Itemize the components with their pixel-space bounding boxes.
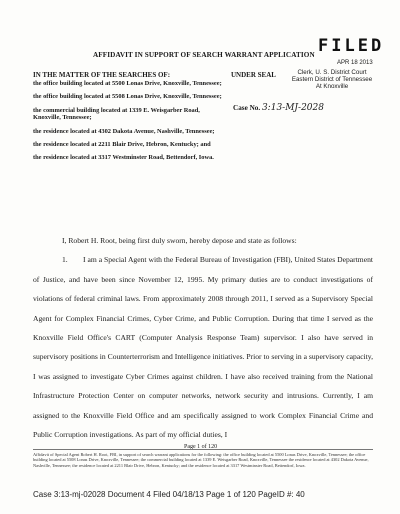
- under-seal-label: UNDER SEAL: [231, 71, 276, 79]
- paragraph-number: 1.: [62, 255, 68, 265]
- paragraph-text: I am a Special Agent with the Federal Bureau of Investigation (FBI), United States Department of Justice, and have been since November 12, 1995. My primary duties are to conduct investigations of violations of federal criminal laws. From approximately 2008 through 2011, I served as a Supervisory Special Agent for Complex Financial Crimes, Cyber Crime, and Public Corruption. During that time I served as the Knoxville Field Office's CART (Computer Analysis Response Team) supervisor. I also have served in supervisory positions in Counterterrorism and Intelligence initiatives. Prior to serving in a supervisory capacity, I was assigned to investigate Cyber Crimes against children. I have also received training from the National Infrastructure Protection Center on computer networks, network security and intrusions. Currently, I am assigned to the Knoxville Field Office and am specifically assigned to work Complex Financial Crime and Public Corruption investigations. As part of my official duties, I: [33, 255, 373, 440]
- case-number-label: Case No.: [233, 104, 261, 112]
- court-filing-stamp: Case 3:13-mj-02028 Document 4 Filed 04/18/13 Page 1 of 120 PageID #: 40: [33, 490, 305, 499]
- search-locations-list: [33, 80, 223, 168]
- list-item: the commercial building located at 1339 E. Weisgarber Road, Knoxville, Tennessee;: [33, 106, 200, 122]
- footer-note: Affidavit of Special Agent Robert H. Root, FBI, in support of search warrant applications for the following: the office building located at 5500 Lonas Drive, Knoxville, Tennessee; the office building located at 5508 Lonas Drive, Knoxville, Tennessee; the commercial building located at 1339 E. Weisgarber Road, Knoxville, Tennessee the residence located at 4302 Dakota Avenue, Nashville, Tennessee; the residence located at 2211 Blair Drive, Hebron, Kentucky; and the residence located at 3317 Westminster Road, Bettendorf, Iowa.: [33, 452, 369, 468]
- clerk-line: At Knoxville: [315, 83, 349, 90]
- list-item: the residence located at 3317 Westminster Road, Bettendorf, Iowa.: [33, 154, 214, 162]
- intro-paragraph: I, Robert H. Root, being first duly sworn, hereby depose and state as follows:: [62, 236, 297, 245]
- affidavit-body: [33, 231, 373, 444]
- list-item: the office building located at 5500 Lonas Drive, Knoxville, Tennessee;: [33, 80, 222, 87]
- page-number: Page 1 of 120: [184, 444, 218, 450]
- list-item: the residence located at 2211 Blair Drive, Hebron, Kentucky; and: [33, 141, 211, 149]
- list-item: the office building located at 5508 Lonas Drive, Knoxville, Tennessee;: [33, 93, 222, 101]
- clerk-line: Clerk, U. S. District Court: [297, 69, 367, 76]
- clerk-stamp: [287, 69, 377, 90]
- clerk-line: Eastern District of Tennessee: [291, 76, 373, 83]
- document-title: AFFIDAVIT IN SUPPORT OF SEARCH WARRANT APPLICATION: [93, 51, 315, 59]
- case-number-value: 3:13-MJ-2028: [261, 103, 324, 113]
- paragraph-1: [33, 250, 373, 444]
- footer-divider: [33, 449, 373, 450]
- matter-heading: IN THE MATTER OF THE SEARCHES OF:: [33, 71, 171, 79]
- case-number: [233, 103, 324, 113]
- stamp-date: APR 18 2013: [337, 60, 373, 66]
- list-item: the residence located at 4302 Dakota Avenue, Nashville, Tennessee;: [33, 127, 215, 135]
- filed-stamp: FILED: [318, 36, 385, 56]
